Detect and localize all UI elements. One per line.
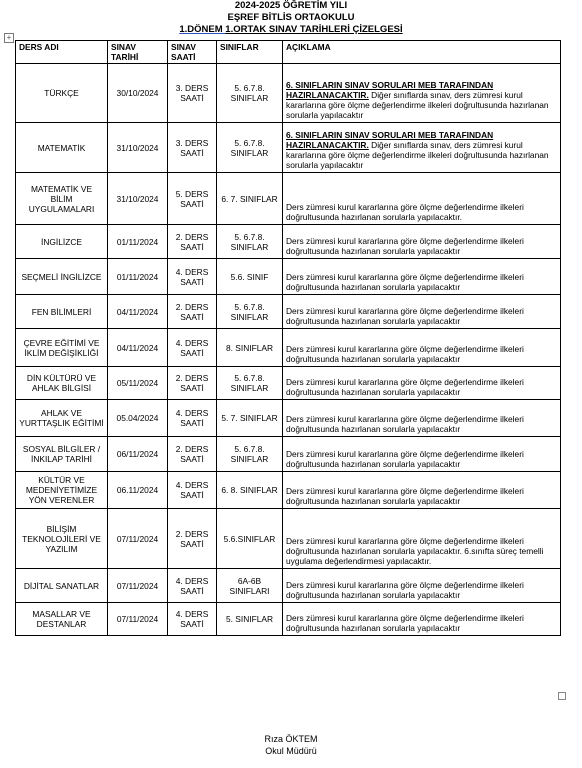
- description-cell: [283, 367, 561, 400]
- table-header-row: [16, 41, 561, 64]
- grades-cell: 6A-6B SINIFLARI: [217, 569, 283, 603]
- course-name-cell: DİJİTAL SANATLAR: [16, 569, 108, 603]
- exam-date-cell: 31/10/2024: [108, 123, 168, 173]
- exam-period-cell: 2. DERS SAATİ: [168, 437, 217, 472]
- exam-date-cell: 04/11/2024: [108, 329, 168, 367]
- table-row: [16, 569, 561, 603]
- description-cell: [283, 329, 561, 367]
- table-row: [16, 400, 561, 437]
- exam-period-cell: 4. DERS SAATİ: [168, 569, 217, 603]
- description-cell: [283, 400, 561, 437]
- course-name-cell: KÜLTÜR VE MEDENİYETİMİZE YÖN VERENLER: [16, 472, 108, 509]
- description-text: Diğer sınıflarda sınav, ders zümresi kurul kararlarına göre ölçme değerlendirme ilkeleri doğrultusunda hazırlanan sorularla yapılacaktır: [286, 140, 549, 170]
- course-name-cell: İNGİLİZCE: [16, 225, 108, 259]
- grades-cell: 5. 6.7.8. SINIFLAR: [217, 437, 283, 472]
- table-resize-handle[interactable]: [558, 692, 566, 700]
- exam-date-cell: 31/10/2024: [108, 173, 168, 225]
- grades-cell: 6. 8. SINIFLAR: [217, 472, 283, 509]
- grades-cell: 5. 6.7.8. SINIFLAR: [217, 64, 283, 123]
- course-name-cell: SOSYAL BİLGİLER /İNKILAP TARİHİ: [16, 437, 108, 472]
- description-text: Ders zümresi kurul kararlarına göre ölçme değerlendirme ilkeleri doğrultusunda hazırlanan sorularla yapılacaktır: [286, 344, 524, 364]
- school-name: EŞREF BİTLİS ORTAOKULU: [227, 12, 355, 23]
- table-row: [16, 123, 561, 173]
- exam-date-cell: 07/11/2024: [108, 509, 168, 569]
- description-cell: [283, 225, 561, 259]
- course-name-cell: DİN KÜLTÜRÜ VE AHLAK BİLGİSİ: [16, 367, 108, 400]
- course-name-cell: FEN BİLİMLERİ: [16, 295, 108, 329]
- table-row: [16, 329, 561, 367]
- schedule-title: [0, 24, 582, 36]
- schedule-label: 1.ORTAK SINAV TARİHLERİ ÇİZELGESİ: [225, 24, 403, 35]
- exam-period-cell: 5. DERS SAATİ: [168, 173, 217, 225]
- description-text: Ders zümresi kurul kararlarına göre ölçme değerlendirme ilkeleri doğrultusunda hazırlanan sorularla yapılacaktır: [286, 613, 524, 633]
- table-row: [16, 225, 561, 259]
- table-row: [16, 64, 561, 123]
- grades-cell: 5. SINIFLAR: [217, 603, 283, 636]
- exam-date-cell: 07/11/2024: [108, 603, 168, 636]
- exam-period-cell: 4. DERS SAATİ: [168, 472, 217, 509]
- exam-period-cell: 3. DERS SAATİ: [168, 123, 217, 173]
- grades-cell: 5. 7. SINIFLAR: [217, 400, 283, 437]
- exam-schedule-table: [15, 40, 561, 636]
- principal-title: Okul Müdürü: [265, 746, 317, 756]
- course-name-cell: MASALLAR VE DESTANLAR: [16, 603, 108, 636]
- grades-cell: 5. 6.7.8. SINIFLAR: [217, 225, 283, 259]
- exam-date-cell: 06/11/2024: [108, 437, 168, 472]
- description-text: Diğer sınıflarda sınav, ders zümresi kurul kararlarına göre ölçme değerlendirme ilkeleri doğrultusunda hazırlanan sorularla yapılacaktır: [286, 90, 549, 120]
- table-row: [16, 259, 561, 295]
- exam-period-cell: 4. DERS SAATİ: [168, 259, 217, 295]
- exam-date-cell: 30/10/2024: [108, 64, 168, 123]
- table-move-handle-icon[interactable]: +: [4, 33, 14, 43]
- column-header: SINIFLAR: [217, 41, 283, 64]
- exam-date-cell: 05.04/2024: [108, 400, 168, 437]
- description-bold-text: 6. SINIFLARIN SINAV SORULARI MEB TARAFINDAN HAZIRLANACAKTIR.: [286, 130, 494, 150]
- course-name-cell: TÜRKÇE: [16, 64, 108, 123]
- grades-cell: 5.6. SINIF: [217, 259, 283, 295]
- table-row: [16, 367, 561, 400]
- document-header: [0, 0, 582, 36]
- exam-date-cell: 01/11/2024: [108, 259, 168, 295]
- term-label: 1.DÖNEM: [179, 24, 226, 35]
- description-cell: [283, 437, 561, 472]
- grades-cell: 5. 6.7.8. SINIFLAR: [217, 295, 283, 329]
- table-row: [16, 173, 561, 225]
- description-text: Ders zümresi kurul kararlarına göre ölçme değerlendirme ilkeleri doğrultusunda hazırlanan sorularla yapılacaktır: [286, 377, 524, 397]
- description-cell: [283, 295, 561, 329]
- description-text: Ders zümresi kurul kararlarına göre ölçme değerlendirme ilkeleri doğrultusunda hazırlanan sorularla yapılacaktır: [286, 580, 524, 600]
- grades-cell: 5. 6.7.8. SINIFLAR: [217, 123, 283, 173]
- course-name-cell: BİLİŞİM TEKNOLOJİLERİ VE YAZILIM: [16, 509, 108, 569]
- description-text: Ders zümresi kurul kararlarına göre ölçme değerlendirme ilkeleri doğrultusunda hazırlanan sorularla yapılacaktır.: [286, 202, 524, 222]
- course-name-cell: MATEMATİK: [16, 123, 108, 173]
- exam-date-cell: 07/11/2024: [108, 569, 168, 603]
- description-cell: [283, 259, 561, 295]
- description-cell: [283, 173, 561, 225]
- grades-cell: 5. 6.7.8. SINIFLAR: [217, 367, 283, 400]
- description-text: Ders zümresi kurul kararlarına göre ölçme değerlendirme ilkeleri doğrultusunda hazırlanan sorularla yapılacaktır. 6.sınıfta süreç temelli uygulama değerlendirmesi yapılacaktır.: [286, 536, 544, 566]
- exam-date-cell: 01/11/2024: [108, 225, 168, 259]
- school-year-title: 2024-2025 ÖĞRETİM YILI: [234, 0, 348, 11]
- course-name-cell: SEÇMELİ İNGİLİZCE: [16, 259, 108, 295]
- description-text: Ders zümresi kurul kararlarına göre ölçme değerlendirme ilkeleri doğrultusunda hazırlanan sorularla yapılacaktır: [286, 306, 524, 326]
- column-header: DERS ADI: [16, 41, 108, 64]
- column-header: AÇIKLAMA: [283, 41, 561, 64]
- description-cell: [283, 509, 561, 569]
- table-row: [16, 603, 561, 636]
- description-text: Ders zümresi kurul kararlarına göre ölçme değerlendirme ilkeleri doğrultusunda hazırlanan sorularla yapılacaktır: [286, 236, 524, 256]
- description-text: Ders zümresi kurul kararlarına göre ölçme değerlendirme ilkeleri doğrultusunda hazırlanan sorularla yapılacaktır: [286, 449, 524, 469]
- exam-period-cell: 4. DERS SAATİ: [168, 603, 217, 636]
- signature-block: [0, 733, 582, 757]
- exam-period-cell: 3. DERS SAATİ: [168, 64, 217, 123]
- description-bold-text: 6. SINIFLARIN SINAV SORULARI MEB TARAFINDAN HAZIRLANACAKTIR.: [286, 80, 494, 100]
- grades-cell: 8. SINIFLAR: [217, 329, 283, 367]
- description-cell: [283, 603, 561, 636]
- exam-period-cell: 4. DERS SAATİ: [168, 400, 217, 437]
- column-header: SINAV TARİHİ: [108, 41, 168, 64]
- exam-period-cell: 2. DERS SAATİ: [168, 225, 217, 259]
- course-name-cell: MATEMATİK VE BİLİM UYGULAMALARI: [16, 173, 108, 225]
- principal-name: Rıza ÖKTEM: [264, 734, 318, 744]
- table-row: [16, 509, 561, 569]
- column-header: SINAV SAATİ: [168, 41, 217, 64]
- description-text: Ders zümresi kurul kararlarına göre ölçme değerlendirme ilkeleri doğrultusunda hazırlanan sorularla yapılacaktır: [286, 414, 524, 434]
- description-text: Ders zümresi kurul kararlarına göre ölçme değerlendirme ilkeleri doğrultusunda hazırlanan sorularla yapılacaktır: [286, 272, 524, 292]
- description-text: Ders zümresi kurul kararlarına göre ölçme değerlendirme ilkeleri doğrultusunda hazırlanan sorularla yapılacaktır: [286, 486, 524, 506]
- grades-cell: 5.6.SINIFLAR: [217, 509, 283, 569]
- table-row: [16, 437, 561, 472]
- description-cell: [283, 123, 561, 173]
- exam-period-cell: 4. DERS SAATİ: [168, 329, 217, 367]
- table-row: [16, 295, 561, 329]
- course-name-cell: ÇEVRE EĞİTİMİ VE İKLİM DEĞİŞİKLİĞİ: [16, 329, 108, 367]
- course-name-cell: AHLAK VE YURTTAŞLIK EĞİTİMİ: [16, 400, 108, 437]
- description-cell: [283, 472, 561, 509]
- exam-date-cell: 04/11/2024: [108, 295, 168, 329]
- exam-period-cell: 2. DERS SAATİ: [168, 367, 217, 400]
- grades-cell: 6. 7. SINIFLAR: [217, 173, 283, 225]
- table-row: [16, 472, 561, 509]
- exam-period-cell: 2. DERS SAATİ: [168, 295, 217, 329]
- exam-period-cell: 2. DERS SAATİ: [168, 509, 217, 569]
- description-cell: [283, 64, 561, 123]
- exam-date-cell: 06.11/2024: [108, 472, 168, 509]
- description-cell: [283, 569, 561, 603]
- exam-date-cell: 05/11/2024: [108, 367, 168, 400]
